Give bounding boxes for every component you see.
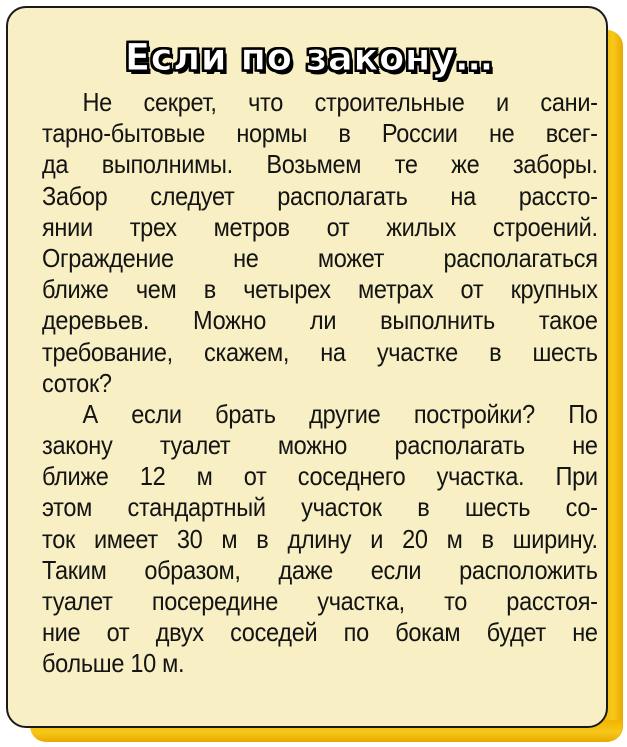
text-line: соток? [42,369,112,398]
text-line: Не секрет, что строительные и сани- [82,89,598,117]
text-line: больше 10 м. [42,650,185,679]
article-box [6,6,608,728]
paragraph-1 [42,88,598,400]
text-line: ближе чем в четырех метрах от крупных [42,276,598,305]
text-line: ток имеет 30 м в длину и 20 м в ширину. [42,525,598,554]
text-line: да выполнимы. Возьмем те же заборы. [42,151,598,180]
text-line: ние от двух соседей по бокам будет не [42,619,598,648]
paragraph-2 [42,400,598,681]
text-line: тарно-бытовые нормы в России не всег- [42,120,598,149]
text-line: туалет посередине участка, то расстоя- [42,588,598,616]
text-line: А если брать другие постройки? По [82,400,598,429]
text-line: требование, скажем, на участке в шесть [42,338,598,367]
text-line: закону туалет можно располагать не [42,432,598,461]
text-line: Таким образом, даже если расположить [42,556,598,585]
article-title: Если по закону… [124,36,494,79]
text-line: Ограждение не может располагаться [42,244,598,273]
text-line: янии трех метров от жилых строений. [42,213,598,242]
article-body [42,88,598,681]
text-line: деревьев. Можно ли выполнить такое [42,307,598,336]
text-line: ближе 12 м от соседнего участка. При [42,463,598,492]
text-line: этом стандартный участок в шесть со- [42,494,598,523]
text-line: Забор следует располагать на рассто- [42,182,598,211]
